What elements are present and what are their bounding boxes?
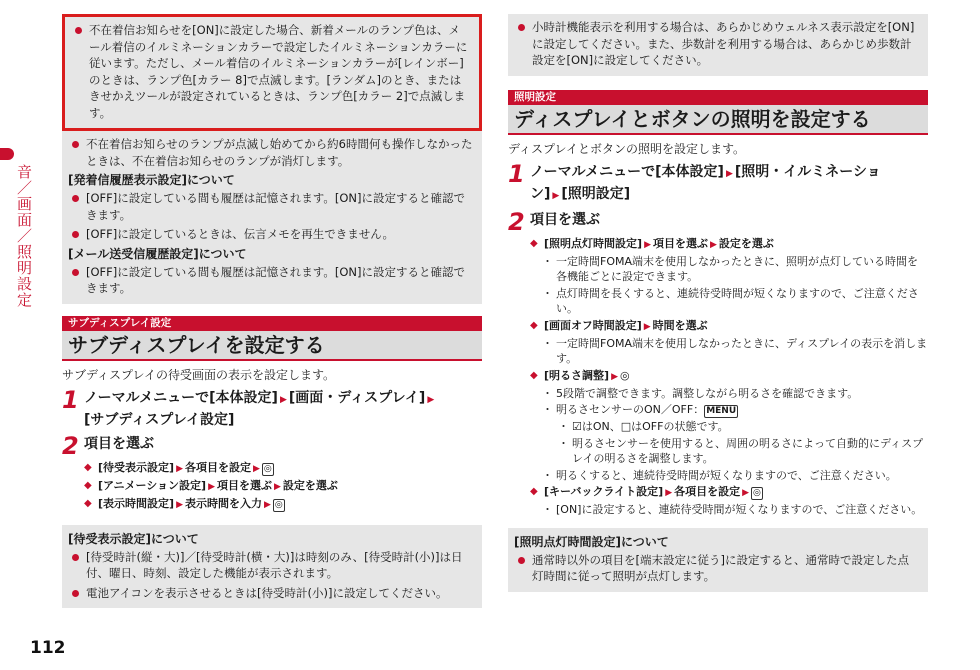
step-part: [画面・ディスプレイ] (288, 389, 426, 406)
note-bullet: [待受時計(縦・大)]／[待受時計(横・大)]は時刻のみ、[待受時計(小)]は日付、曜日、時刻、設定した機能が表示されます。 (68, 549, 474, 582)
arrow-right-icon: ▶ (274, 481, 281, 492)
option-note: ・ 明るくすると、連続待受時間が短くなりますので、ご注意ください。 (508, 468, 928, 484)
option-part: [明るさ調整] (544, 368, 610, 382)
option-note: ・ [ON]に設定すると、連続待受時間が短くなりますので、ご注意ください。 (508, 502, 928, 518)
note-bullet: [OFF]に設定しているときは、伝言メモを再生できません。 (68, 226, 474, 243)
note-bullet: 不在着信お知らせのランプが点滅し始めてから約6時間何も操作しなかったときは、不在着信お知らせのランプが消灯します。 (68, 136, 474, 169)
history-subheading: [発着信履歴表示設定]について (68, 173, 235, 187)
option-note-text: 明るさセンサーのON／OFF： (556, 403, 705, 416)
step-text (84, 388, 436, 430)
notes-box (508, 14, 928, 76)
option-part: 各項目を設定 (184, 460, 251, 474)
step-part: ノーマルメニューで[本体設定] (84, 389, 278, 406)
step-2 (62, 431, 482, 460)
section-title: ディスプレイとボタンの照明を設定する (508, 105, 928, 135)
section-tag: サブディスプレイ設定 (62, 316, 482, 331)
option-note (508, 402, 928, 418)
arrow-right-icon: ▶ (252, 463, 260, 474)
step-number: 1 (508, 159, 525, 188)
option-part: 項目を選ぶ (217, 478, 272, 492)
arrow-right-icon: ▶ (176, 499, 183, 510)
arrow-right-icon: ▶ (552, 190, 560, 201)
option-item (508, 318, 928, 335)
option-item (62, 496, 482, 513)
step-part: [照明・イルミネーション] (530, 163, 881, 202)
option-item (508, 368, 928, 385)
camera-key-icon: ◎ (753, 488, 761, 498)
page-number: 112 (30, 638, 66, 658)
step-text: 項目を選ぶ (530, 211, 600, 228)
option-part: 設定を選ぶ (282, 478, 338, 492)
side-tab-marker (0, 148, 14, 160)
arrow-right-icon: ▶ (709, 239, 717, 250)
arrow-right-icon: ▶ (725, 168, 733, 179)
option-part: [表示時間設定] (98, 496, 175, 510)
option-part: [待受表示設定] (98, 460, 175, 474)
option-item (508, 484, 928, 501)
arrow-right-icon: ▶ (427, 394, 435, 405)
section-tag: 照明設定 (508, 90, 928, 105)
option-part: 各項目を設定 (674, 485, 741, 498)
step-number: 1 (62, 385, 79, 414)
arrow-right-icon: ▶ (644, 239, 651, 250)
option-note: ・ 一定時間FOMA端末を使用しなかったときに、照明が点灯している時間を各機能ごとに設定できます。 (508, 254, 928, 285)
option-part: 時間を選ぶ (652, 318, 708, 332)
menu-key-icon: MENU (706, 406, 737, 416)
option-part: [アニメーション設定] (98, 478, 207, 492)
highlighted-note-box (62, 14, 482, 131)
option-item (62, 478, 482, 495)
option-part: [画面オフ時間設定] (544, 318, 642, 332)
note-bullet: 電池アイコンを表示させるときは[待受時計(小)]に設定してください。 (68, 585, 474, 602)
note-bullet: 通常時以外の項目を[端末設定に従う]に設定すると、通常時で設定した点灯時間に従って照明が点灯します。 (514, 552, 920, 585)
arrow-right-icon: ▶ (263, 499, 271, 510)
step-1 (508, 159, 928, 206)
option-note: ・ 5段階で調整できます。調整しながら明るさを確認できます。 (508, 386, 928, 402)
about-box (62, 525, 482, 609)
arrow-right-icon: ▶ (279, 394, 287, 405)
arrow-right-icon: ▶ (208, 481, 215, 492)
option-part: 項目を選ぶ (652, 236, 708, 250)
camera-key-icon: ◎ (274, 499, 283, 510)
sub-display-section (62, 316, 482, 513)
step-part: ノーマルメニューで[本体設定] (530, 163, 724, 180)
note-bullet: 不在着信お知らせを[ON]に設定した場合、新着メールのランプ色は、メール着信のイルミネーションカラーで設定したイルミネーションカラーに従います。ただし、メール着信のイルミネーションカラーが[レインボー]のときは、ランプ色[カラー 8]で点滅します。[ランダム]のとき、またはきせかえツールが設定されているときは、ランプ色[カラー 2]で点滅します。 (71, 22, 471, 121)
about-box (508, 528, 928, 592)
step-text: 項目を選ぶ (84, 435, 154, 452)
option-note: ・ 点灯時間を長くすると、連続待受時間が短くなりますので、ご注意ください。 (508, 286, 928, 317)
step-number: 2 (62, 431, 79, 460)
option-item (508, 236, 928, 253)
arrow-right-icon: ▶ (176, 463, 183, 474)
arrow-right-icon: ▶ (742, 488, 750, 498)
right-column (508, 14, 928, 592)
option-note: ・ 一定時間FOMA端末を使用しなかったときに、ディスプレイの表示を消します。 (508, 336, 928, 367)
option-subnote: ・ ☑はON、□はOFFの状態です。 (508, 419, 928, 435)
option-part: [照明点灯時間設定] (544, 236, 643, 250)
step-part: [照明設定] (561, 185, 631, 202)
camera-key-icon: ◎ (263, 463, 272, 474)
arrow-right-icon: ▶ (643, 321, 651, 332)
step-text (530, 162, 928, 206)
about-subheading: [待受表示設定]について (68, 531, 199, 546)
mail-history-subheading: [メール送受信履歴設定]について (68, 246, 247, 261)
note-bullet: [OFF]に設定している間も履歴は記憶されます。[ON]に設定すると確認できます。 (68, 190, 474, 223)
section-lead: ディスプレイとボタンの照明を設定します。 (508, 141, 746, 156)
section-title: サブディスプレイを設定する (62, 331, 482, 361)
section-lead: サブディスプレイの待受画面の表示を設定します。 (62, 367, 336, 382)
about-subheading: [照明点灯時間設定]について (514, 534, 669, 549)
side-chapter-label: 音／画面／照明設定 (15, 164, 33, 308)
arrow-right-icon: ▶ (611, 371, 618, 382)
step-number: 2 (508, 207, 525, 236)
note-bullet: [OFF]に設定している間も履歴は記憶されます。[ON]に設定すると確認できます。 (68, 264, 474, 297)
note-bullet: 小時計機能表示を利用する場合は、あらかじめウェルネス表示設定を[ON]に設定してください。また、歩数計を利用する場合は、あらかじめ歩数計設定を[ON]に設定してください。 (514, 19, 920, 69)
select-key-icon: ◎ (619, 368, 630, 382)
option-part: 設定を選ぶ (718, 236, 774, 250)
notes-box (62, 131, 482, 304)
step-2 (508, 207, 928, 236)
step-part: [サブディスプレイ設定] (84, 411, 235, 428)
lighting-section (508, 90, 928, 518)
option-subnote: ・ 明るさセンサーを使用すると、周囲の明るさによって自動的にディスプレイの明るさを調整します。 (508, 436, 928, 467)
left-column (62, 14, 482, 608)
option-part: [キーバックライト設定] (544, 485, 664, 498)
arrow-right-icon: ▶ (665, 488, 673, 498)
option-part: 表示時間を入力 (184, 496, 262, 510)
option-item (62, 460, 482, 477)
step-1 (62, 385, 482, 430)
